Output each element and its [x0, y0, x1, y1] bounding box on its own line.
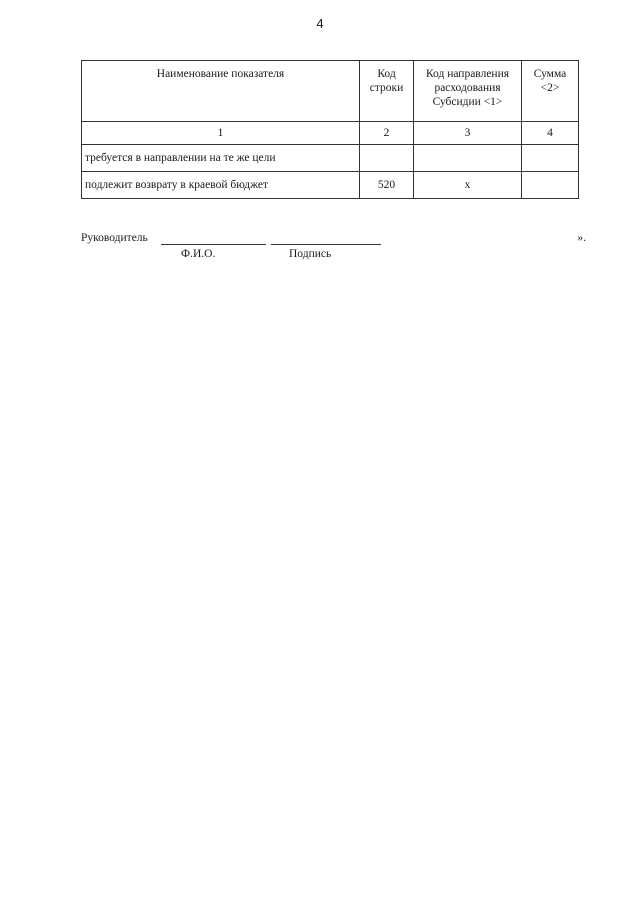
fio-caption: Ф.И.О.	[181, 248, 216, 260]
column-number: 1	[82, 122, 360, 145]
signature-block	[81, 232, 586, 268]
signature-caption: Подпись	[289, 248, 332, 260]
header-direction-code: Код направления расходования Субсидии <1>	[414, 61, 522, 122]
column-number: 3	[414, 122, 522, 145]
column-numbers-row	[82, 122, 579, 145]
row-name: требуется в направлении на те же цели	[82, 145, 360, 172]
row-code: 520	[360, 172, 414, 199]
header-sum: Сумма <2>	[522, 61, 579, 122]
row-sum	[522, 172, 579, 199]
table-row	[82, 145, 579, 172]
header-line-code: Код строки	[360, 61, 414, 122]
column-number: 4	[522, 122, 579, 145]
row-name: подлежит возврату в краевой бюджет	[82, 172, 360, 199]
page-number: 4	[316, 16, 324, 31]
row-code	[360, 145, 414, 172]
indicator-table	[81, 60, 579, 199]
fio-line	[161, 244, 266, 245]
row-direction: x	[414, 172, 522, 199]
row-direction	[414, 145, 522, 172]
column-number: 2	[360, 122, 414, 145]
table-header-row	[82, 61, 579, 122]
header-indicator-name: Наименование показателя	[82, 61, 360, 122]
signature-label: Руководитель	[81, 232, 148, 244]
closing-quote: ».	[577, 232, 586, 244]
table-row	[82, 172, 579, 199]
signature-line	[271, 244, 381, 245]
row-sum	[522, 145, 579, 172]
